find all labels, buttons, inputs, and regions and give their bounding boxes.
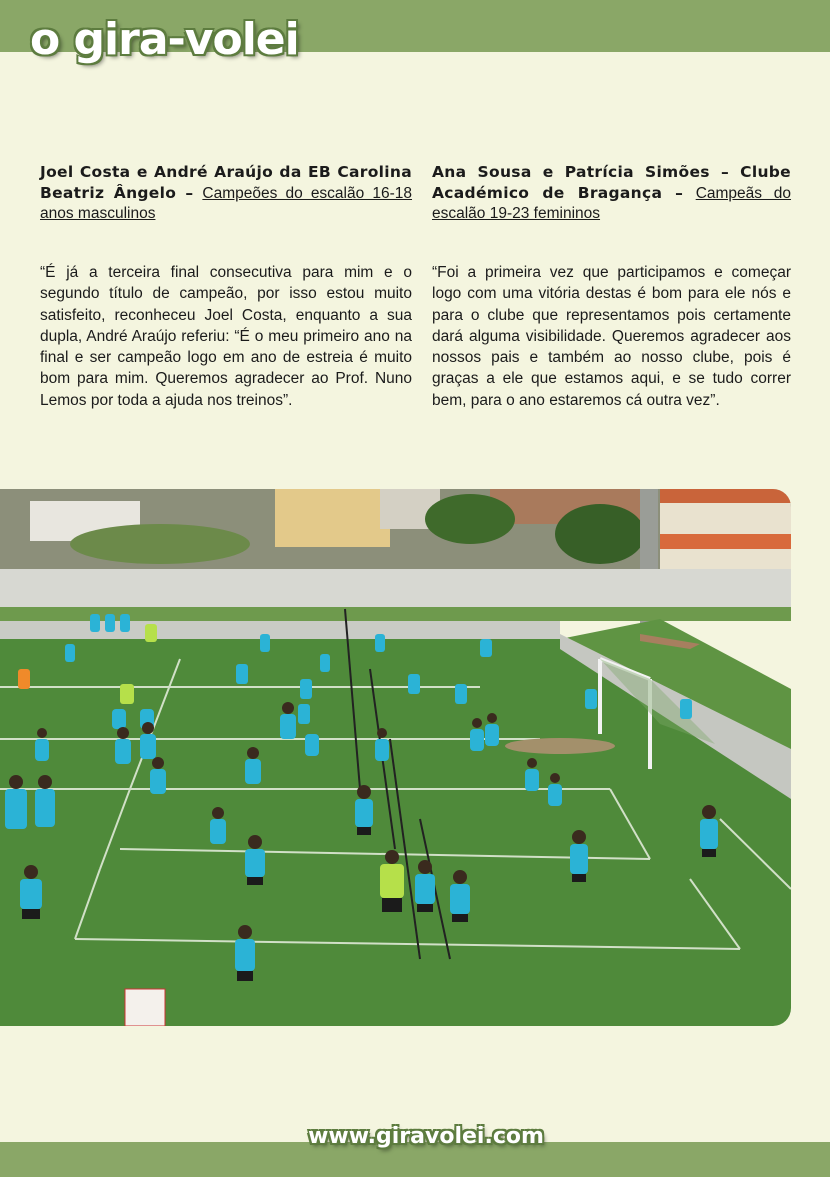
volleyball-tournament-photo (0, 489, 791, 1026)
article-quote: “Foi a primeira vez que participamos e começar logo com uma vitória destas é bom para ele nós e para o clube que representamos pois certamente dará alguma visibilidade. Queremos agradecer aos nossos pais e também ao nosso clube, pois é graças a ele que estamos aqui, e se tudo correr bem, para o ano estaremos cá outra vez”. (432, 264, 791, 409)
article-quote: “É já a terceira final consecutiva para mim e o segundo título de campeão, por isso estou muito satisfeito, reconheceu Joel Costa, enquanto a sua dupla, André Araújo referiu: “É o meu primeiro ano na final e ser campeão logo em ano de estreia é muito bom para mim. Queremos agradecer ao Prof. Nuno Lemos por toda a ajuda nos treinos”. (40, 264, 412, 409)
article-names: Joel Costa e André Araújo da EB Carolina Beatriz Ângelo (40, 163, 412, 202)
brand-logo: o gira-volei (30, 14, 299, 65)
heading-dash: – (662, 184, 696, 202)
article-heading (432, 162, 791, 224)
website-link[interactable]: www.giravolei.com (308, 1124, 544, 1149)
article-left (40, 162, 412, 411)
heading-dash: – (176, 184, 203, 202)
article-title: Campeãs do escalão 19-23 femininos (432, 185, 792, 222)
article-heading (40, 162, 412, 224)
article-right (432, 162, 791, 411)
article-names: Ana Sousa e Patrícia Simões – Clube Académico de Bragança (432, 163, 791, 202)
article-title: Campeões do escalão 16-18 anos masculinos (40, 185, 413, 222)
